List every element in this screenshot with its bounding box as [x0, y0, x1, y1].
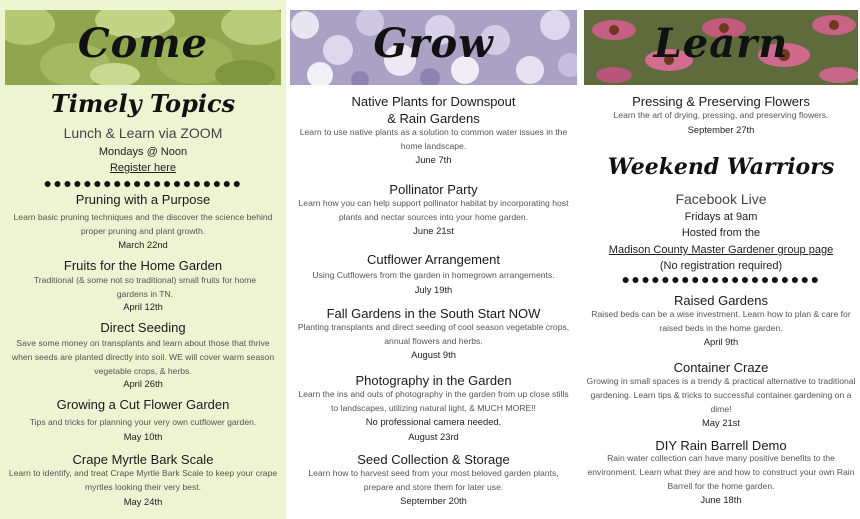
- item-title: Container Craze: [673, 360, 769, 375]
- facebook-live-subtitle: Facebook Live: [675, 191, 767, 207]
- item-description: Save some money on transplants and learn about those that thrive when seeds are planted directly into soil. WE will cover warm season vegetable crops, & herbs.: [11, 338, 275, 376]
- item-title-line2: & Rain Gardens: [387, 111, 480, 126]
- no-registration-note: (No registration required): [659, 260, 783, 272]
- learn-banner-title: Learn: [653, 20, 789, 67]
- come-banner-title: Come: [77, 20, 209, 67]
- item-title: Seed Collection & Storage: [357, 452, 510, 467]
- item-title: Fruits for the Home Garden: [63, 258, 223, 273]
- weekend-warriors-title: Weekend Warriors: [607, 154, 835, 180]
- item-description: Learn to use native plants as a solution to common water issues in the home landscape.: [299, 127, 568, 151]
- monday-schedule: Mondays @ Noon: [98, 146, 188, 158]
- grow-banner-image: [290, 10, 577, 85]
- item-description: Learn how you can help support pollinator habitat by incorporating host plants and nectar sources into your home garden.: [298, 198, 569, 222]
- item-description: Learn basic pruning techniques and the discover the science behind proper pruning and plant growth.: [13, 212, 273, 236]
- item-title: Pollinator Party: [389, 182, 478, 197]
- item-date: August 23rd: [408, 431, 459, 442]
- facebook-group-link[interactable]: Madison County Master Gardener group page: [608, 244, 834, 256]
- item-description: Planting transplants and direct seeding of cool season vegetable crops, annual flowers and herbs.: [297, 322, 570, 346]
- item-description: Learn the ins and outs of photography in the garden from up close stills to landscapes, utilizing natural light, & MUCH MORE!!: [298, 389, 569, 413]
- grow-column: [290, 0, 577, 519]
- item-title: Direct Seeding: [100, 320, 186, 335]
- item-title: Growing a Cut Flower Garden: [56, 397, 230, 412]
- item-description: Learn how to harvest seed from your most beloved garden plants, prepare and store them for later use.: [308, 468, 559, 492]
- item-title: DIY Rain Barrell Demo: [655, 438, 787, 453]
- item-title: Cutflower Arrangement: [367, 252, 500, 267]
- item-description: Raised beds can be a wise investment. Learn how to plan & care for raised beds in the home garden.: [591, 309, 851, 333]
- item-date: May 24th: [123, 496, 163, 507]
- item-date: May 10th: [123, 431, 163, 442]
- hosted-from-text: Hosted from the: [681, 227, 761, 239]
- item-title: Raised Gardens: [674, 293, 768, 308]
- item-date: August 9th: [411, 349, 456, 360]
- item-title: Native Plants for Downspout: [351, 94, 516, 109]
- dot-divider: ●●●●●●●●●●●●●●●●●●●●: [43, 175, 243, 191]
- grow-banner-title: Grow: [373, 20, 494, 67]
- zoom-subtitle: Lunch & Learn via ZOOM: [63, 125, 223, 141]
- item-note: No professional camera needed.: [365, 416, 502, 427]
- item-title: Fall Gardens in the South Start NOW: [326, 306, 541, 321]
- item-title: Photography in the Garden: [355, 373, 512, 388]
- item-date: April 9th: [703, 336, 739, 347]
- item-description: Traditional (& some not so traditional) small fruits for home gardens in TN.: [33, 275, 257, 299]
- come-banner-image: [5, 10, 281, 85]
- timely-topics-title: Timely Topics: [50, 89, 236, 118]
- item-date: June 18th: [700, 494, 742, 505]
- item-title: Pruning with a Purpose: [75, 192, 211, 207]
- come-column: [0, 0, 286, 519]
- item-title: Pressing & Preserving Flowers: [632, 94, 810, 109]
- item-date: September 20th: [400, 495, 467, 506]
- item-date: March 22nd: [118, 239, 168, 250]
- item-date: June 7th: [415, 154, 452, 165]
- item-description: Using Cutflowers from the garden in homegrown arrangements.: [312, 270, 555, 280]
- register-link[interactable]: Register here: [109, 162, 177, 174]
- item-description: Tips and tricks for planning your very own cutflower garden.: [29, 417, 257, 427]
- learn-column: [584, 0, 858, 519]
- item-description: Rain water collection can have many positive benefits to the environment. Learn what they are and how to construct your own Rain Barrell for the home garden.: [587, 453, 855, 491]
- learn-banner-image: [584, 10, 858, 85]
- item-title: Crape Myrtle Bark Scale: [72, 452, 214, 467]
- dot-divider: ●●●●●●●●●●●●●●●●●●●●: [621, 271, 821, 287]
- item-description: Learn the art of drying, pressing, and preserving flowers.: [613, 110, 829, 120]
- item-description: Learn to identify, and treat Crape Myrtle Bark Scale to keep your crape myrtles looking their very best.: [8, 468, 278, 492]
- friday-schedule: Fridays at 9am: [684, 211, 758, 223]
- item-date: April 12th: [123, 301, 163, 312]
- item-date: June 21st: [413, 225, 454, 236]
- item-date: September 27th: [687, 124, 755, 135]
- item-date: July 19th: [414, 284, 453, 295]
- item-description: Growing in small spaces is a trendy & practical alternative to traditional gardening. Learn tips & tricks to successful container gardening on a dime!: [586, 376, 856, 414]
- item-date: May 21st: [701, 417, 741, 428]
- item-date: April 26th: [123, 378, 163, 389]
